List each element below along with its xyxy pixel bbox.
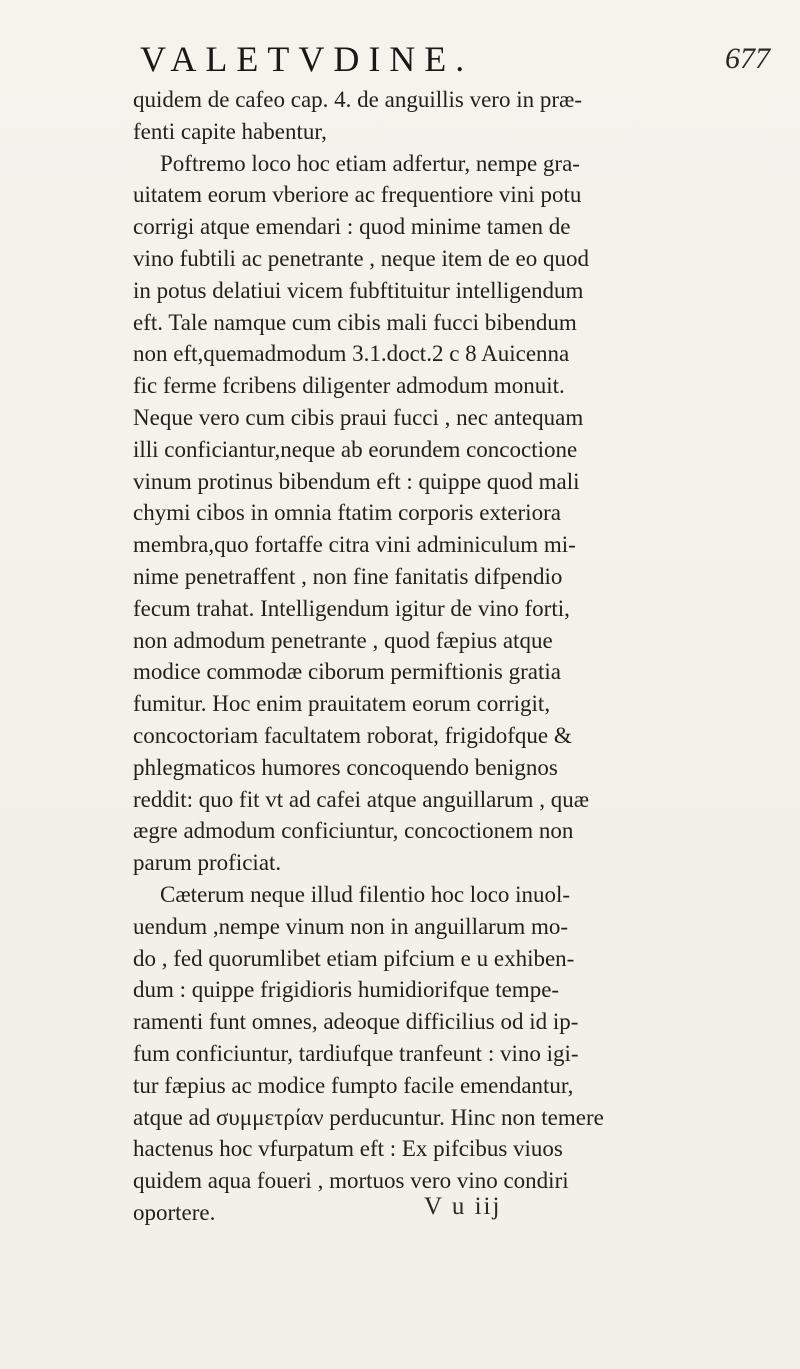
running-title: VALETVDINE. [140,39,474,79]
text-line: in potus delatiui vicem fubftituitur intelligendum [133,277,584,303]
text-line: non eft,quemadmodum 3.1.doct.2 c 8 Auicenna [133,341,570,367]
text-line: Cæterum neque illud filentio hoc loco inuol- [160,881,571,907]
body-text [133,84,773,1229]
text-line: fenti capite habentur, [133,118,327,144]
text-line: oportere. [133,1199,216,1225]
text-line: uitatem eorum vberiore ac frequentiore vini potu [133,182,582,208]
text-line: membra,quo fortaffe citra vini adminiculum mi- [133,532,576,558]
page-number: 677 [725,42,770,75]
text-line: tur fæpius ac modice fumpto facile emendantur, [133,1072,574,1098]
running-head [140,38,780,78]
text-line: phlegmaticos humores concoquendo benignos [133,754,558,780]
text-line: uendum ,nempe vinum non in anguillarum mo- [133,913,569,939]
text-line: reddit: quo fit vt ad cafei atque anguillarum , quæ [133,786,590,812]
text-line: ægre admodum conficiuntur, concoctionem non [133,818,574,844]
text-line: fecum trahat. Intelligendum igitur de vino forti, [133,595,570,621]
signature-mark: V u iij [424,1193,502,1220]
text-line: hactenus hoc vfurpatum eft : Ex pifcibus viuos [133,1136,563,1162]
text-line: concoctoriam facultatem roborat, frigidofque & [133,722,572,748]
text-line: Neque vero cum cibis praui fucci , nec antequam [133,404,584,430]
text-line: quidem de cafeo cap. 4. de anguillis vero in præ- [133,87,582,112]
text-line: corrigi atque emendari : quod minime tamen de [133,214,571,240]
text-line: ramenti funt omnes, adeoque difficilius od id ip- [133,1009,579,1035]
text-line: atque ad συμμετρίαν perducuntur. Hinc non temere [133,1104,604,1130]
text-line: fic ferme fcribens diligenter admodum monuit. [133,373,565,399]
text-line: parum proficiat. [133,850,282,876]
text-line: modice commodæ ciborum permiftionis gratia [133,659,561,685]
text-line: quidem aqua foueri , mortuos vero vino condiri [133,1168,569,1194]
text-line: illi conficiantur,neque ab eorundem concoctione [133,436,578,462]
text-line: non admodum penetrante , quod fæpius atque [133,627,553,653]
text-line: chymi cibos in omnia ftatim corporis exteriora [133,500,561,526]
text-line: Poftremo loco hoc etiam adfertur, nempe gra- [160,150,580,176]
text-line: dum : quippe frigidioris humidiorifque tempe- [133,977,560,1003]
text-line: vinum protinus bibendum eft : quippe quod mali [133,468,580,494]
text-line: nime penetraffent , non fine fanitatis difpendio [133,563,563,589]
text-line: vino fubtili ac penetrante , neque item de eo quod [133,245,590,271]
text-line: eft. Tale namque cum cibis mali fucci bibendum [133,309,577,335]
text-line: do , fed quorumlibet etiam pifcium e u exhiben- [133,945,575,971]
text-line: fum conficiuntur, tardiufque tranfeunt : vino igi- [133,1040,579,1066]
text-line: fumitur. Hoc enim prauitatem eorum corrigit, [133,691,551,717]
